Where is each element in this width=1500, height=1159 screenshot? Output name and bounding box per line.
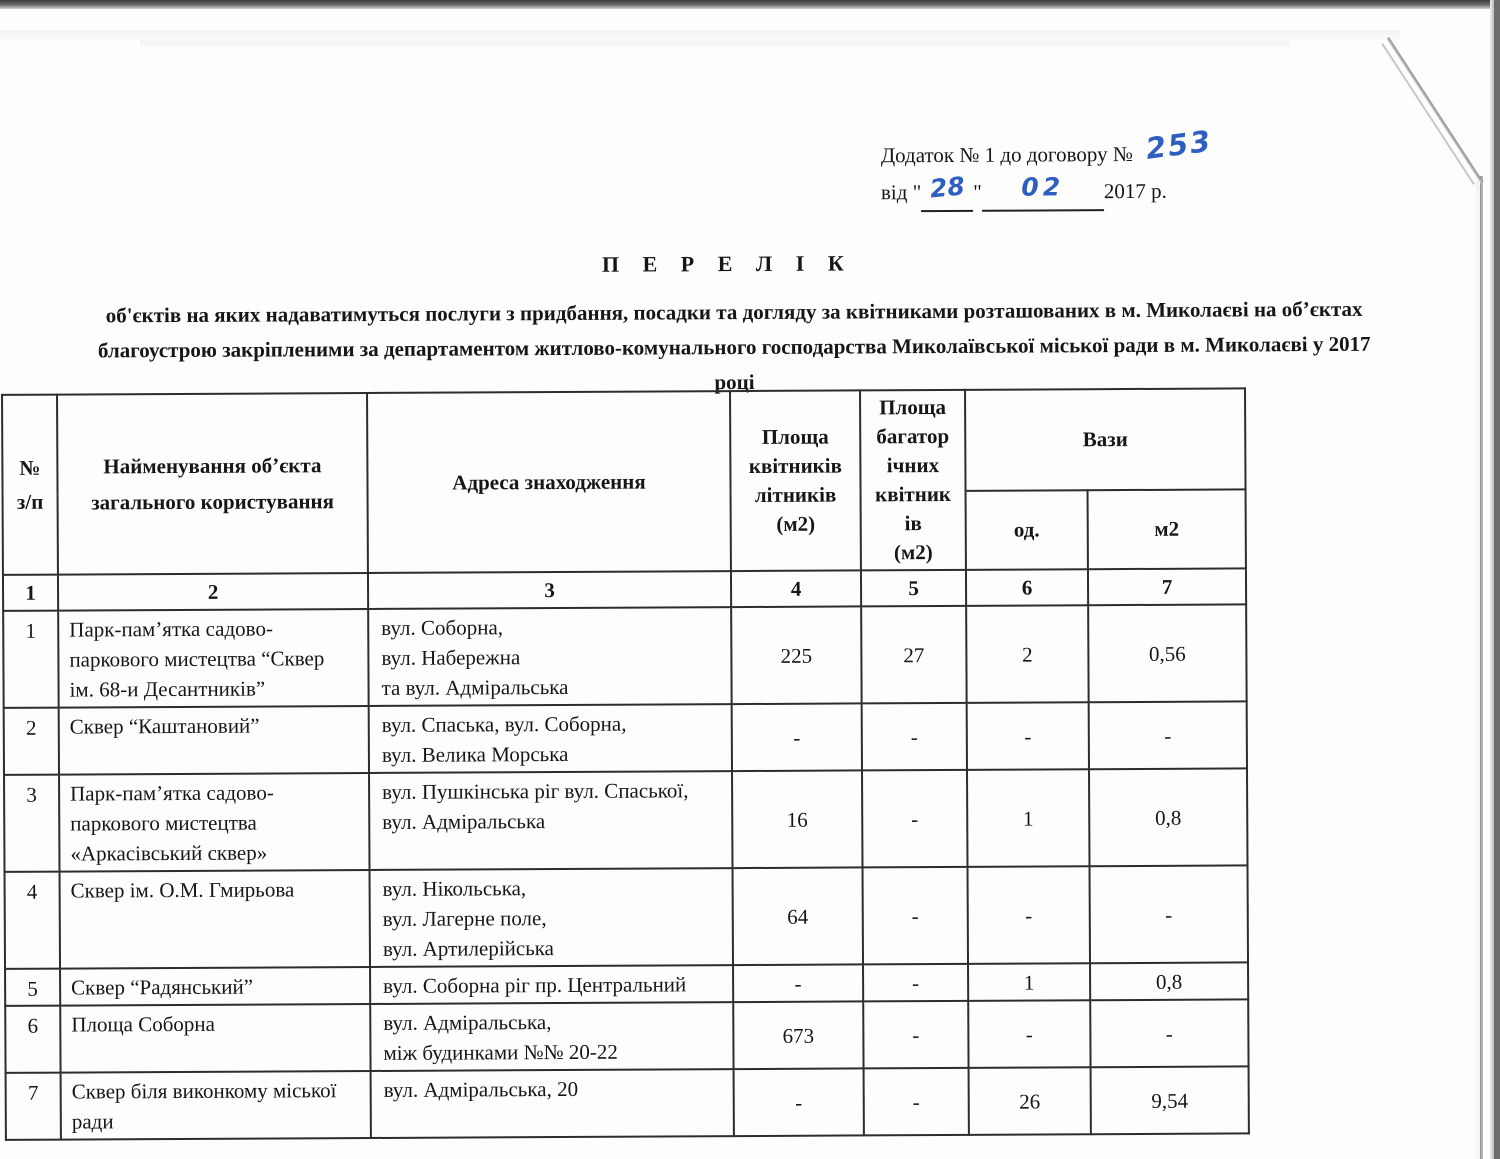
col-header-vases-m2: м2 — [1088, 489, 1246, 569]
object-name: Парк-пам’ятка садово- паркового мистецтва «Аркасівський сквер» — [59, 773, 370, 872]
column-number: 3 — [368, 571, 731, 609]
object-name: Парк-пам’ятка садово- паркового мистецтва “Сквер ім. 68-и Десантників” — [58, 609, 369, 708]
col-header-perennial-area: Площа багатор ічних квітник ів (м2) — [860, 390, 966, 571]
col-header-name: Найменування об’єкта загального користування — [57, 393, 368, 575]
paper-edge-line — [1480, 176, 1483, 1159]
summer-area-value: 673 — [733, 1001, 863, 1069]
date-prefix-text: від " — [880, 180, 922, 205]
table-row — [4, 701, 1247, 775]
column-number: 7 — [1088, 568, 1246, 605]
vases-units-value: 2 — [966, 605, 1089, 703]
vases-m2-value: 9,54 — [1091, 1066, 1249, 1134]
col-header-vases: Вази — [965, 388, 1246, 491]
contract-number-handwritten: 253 — [1144, 123, 1215, 166]
perennial-area-value: - — [863, 867, 969, 965]
row-num: 7 — [6, 1073, 61, 1140]
table-header-row — [2, 388, 1246, 496]
scan-artifact-top-edge — [0, 0, 1500, 9]
object-name: Сквер ім. О.М. Гмирьова — [60, 870, 371, 969]
annex-line2 — [881, 172, 1205, 213]
vases-units-value: - — [968, 1000, 1090, 1068]
vases-units-value: 1 — [968, 963, 1090, 1001]
table-row — [3, 604, 1247, 708]
column-number: 2 — [58, 573, 368, 611]
col-header-summer-area: Площа квітників літників (м2) — [730, 390, 861, 571]
annex-reference-block — [880, 123, 1215, 213]
objects-table — [1, 387, 1250, 1141]
summer-area-value: - — [732, 703, 862, 771]
day-handwritten: 28 — [928, 171, 966, 204]
vases-m2-value: 0,56 — [1088, 604, 1247, 702]
object-address: вул. Нікольська, вул. Лагерне поле, вул. Артилерійська — [370, 868, 734, 967]
summer-area-value: 64 — [733, 867, 864, 965]
scan-artifact-right-edge-dark — [1494, 0, 1500, 1159]
object-address: вул. Спаська, вул. Соборна, вул. Велика Морська — [369, 704, 732, 773]
document-subtitle: об'єктів на яких надаватимуться послуги з придбання, посадки та догляду за квітниками розташованих в м. Миколаєві на об’єктах благоустрою закріпленими за департаментом житлово-комунального господарства Миколаївської міської ради в м. Миколаєві у 2017 році — [97, 296, 1371, 395]
vases-m2-value: - — [1090, 865, 1249, 963]
column-number: 1 — [3, 575, 58, 611]
date-quote-close: " — [973, 179, 982, 204]
object-address: вул. Пушкінська ріг вул. Спаської, вул. Адміральська — [369, 771, 733, 870]
col-header-vases-units: од. — [966, 490, 1088, 570]
summer-area-value: 225 — [731, 606, 862, 704]
summer-area-value: 16 — [732, 770, 863, 868]
document-title: П Е Р Е Л І К — [601, 250, 853, 277]
annex-line1 — [880, 123, 1215, 174]
object-name: Сквер “Каштановий” — [59, 706, 369, 775]
perennial-area-value: 27 — [861, 606, 967, 704]
table-row — [6, 1066, 1249, 1140]
object-name: Площа Соборна — [60, 1004, 370, 1073]
perennial-area-value: - — [863, 964, 968, 1002]
object-name: Сквер біля виконкому міської ради — [61, 1071, 371, 1140]
perennial-area-value: - — [864, 1068, 969, 1136]
row-num: 3 — [4, 775, 60, 872]
summer-area-value: - — [733, 964, 863, 1002]
object-address: вул. Соборна ріг пр. Центральний — [370, 965, 733, 1004]
day-blank-line — [921, 173, 973, 212]
vases-units-value: - — [968, 866, 1091, 964]
row-num: 5 — [5, 969, 60, 1006]
vases-units-value: 1 — [967, 769, 1090, 867]
year-text: 2017 р. — [1103, 178, 1167, 204]
col-header-address: Адреса знаходження — [367, 391, 731, 573]
object-address: вул. Адміральська, між будинками №№ 20-22 — [370, 1002, 733, 1071]
vases-units-value: - — [967, 702, 1089, 770]
summer-area-value: - — [734, 1068, 864, 1136]
vases-m2-value: - — [1089, 701, 1247, 769]
row-num: 6 — [5, 1006, 60, 1073]
vases-units-value: 26 — [969, 1067, 1091, 1135]
month-blank-line — [982, 172, 1104, 212]
annex-line1-text: Додаток № 1 до договору № — [880, 141, 1133, 168]
table-row — [5, 999, 1248, 1073]
perennial-area-value: - — [863, 1001, 968, 1069]
column-number: 6 — [966, 569, 1088, 606]
object-name: Сквер “Радянський” — [60, 967, 370, 1006]
vases-m2-value: 0,8 — [1090, 962, 1248, 1000]
table-row — [5, 865, 1249, 969]
object-address: вул. Адміральська, 20 — [371, 1069, 734, 1138]
table-row — [4, 768, 1248, 872]
perennial-area-value: - — [862, 703, 967, 771]
row-num: 4 — [5, 872, 61, 969]
vases-m2-value: - — [1090, 999, 1248, 1067]
month-handwritten: 02 — [1021, 172, 1065, 202]
col-header-num: № з/п — [2, 395, 58, 575]
column-number: 4 — [731, 570, 861, 607]
row-num: 2 — [4, 708, 59, 775]
vases-m2-value: 0,8 — [1089, 768, 1248, 866]
object-address: вул. Соборна, вул. Набережна та вул. Адміральська — [368, 607, 732, 706]
perennial-area-value: - — [862, 770, 968, 868]
column-number: 5 — [861, 570, 966, 607]
scan-artifact-streak — [140, 40, 1290, 46]
row-num: 1 — [3, 611, 59, 708]
